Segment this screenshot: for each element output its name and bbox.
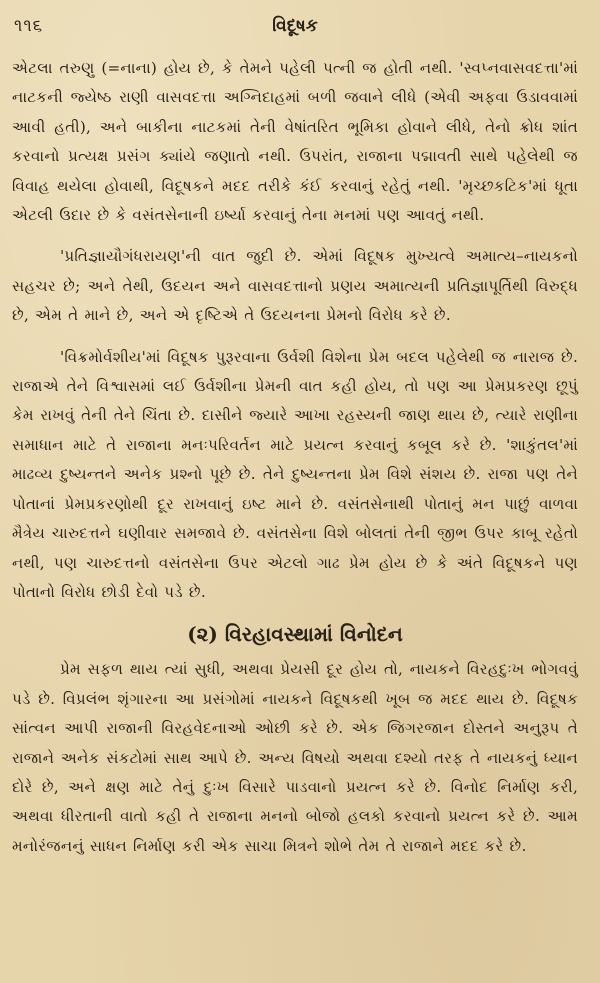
paragraph-continuation: એટલા તરુણુ (=નાના) હોય છે, કે તેમને પહેલી પત્ની જ હોતી નથી. 'સ્વપ્નવાસવદત્તા'માં નાટકની જ્યેષ્ઠ રાણી વાસવદત્તા અગ્નિદાહમાં બળી જવાને લીધે (એવી અફવા ઉડાવવામાં આવી હતી), અને બાકીના નાટકમાં તેની વેષાંતરિત ભૂમિકા હોવાને લીધે, તેનો ક્રોધ શાંત કરવાનો પ્રત્યક્ષ પ્રસંગ ક્યાંયે જણાતો નથી. ઉપરાંત, રાજાના પદ્માવતી સાથે પહેલેથી જ વિવાહ થયેલા હોવાથી, વિદૂષકને મદદ તરીકે કંઈ કરવાનું રહેતું નથી. 'મૃચ્છકટિક'માં ધૂતા એટલી ઉદાર છે કે વસંતસેનાની ઇર્ષ્યા કરવાનું તેના મનમાં પણ આવતું નથી. bbox=[12, 59, 578, 225]
paragraph-viraha: પ્રેમ સફળ થાય ત્યાં સુધી, અથવા પ્રેયસી દૂર હોય તો, નાયકને વિરહદુઃખ ભોગવવું પડે છે. વિપ્રલંભ શૃંગારના આ પ્રસંગોમાં નાયકને વિદૂષકથી ખૂબ જ મદદ થાય છે. વિદૂષક સાંત્વન આપી રાજાની વિરહવેદનાઓ ઓછી કરે છે. એક જિગરજાન દોસ્તને અનુરૂપ તે રાજાને અનેક સંકટોમાં સાથ આપે છે. અન્ય વિષયો અથવા દશ્યો તરફ તે નાયકનું ધ્યાન દોરે છે, અને ક્ષણ માટે તેનું દુઃખ વિસારે પાડવાનો પ્રયત્ન કરે છે. વિનોદ નિર્માણ કરી, અથવા ધીરતાની વાતો કહી તે રાજાના મનનો બોજો હલકો કરવાનો પ્રયત્ન કરે છે. આમ મનોરંજનનું સાધન નિર્માણ કરી એક સાચા મિત્રને શોભે તેમ તે રાજાને મદદ કરે છે. bbox=[12, 660, 578, 855]
running-head bbox=[12, 14, 578, 44]
page-number: ૧૧૬ bbox=[14, 16, 44, 36]
section-heading: (૨) વિરહાવસ્થામાં વિનોદન bbox=[187, 622, 403, 647]
paragraph-vikramorvashiya: 'વિક્રમોર્વશીય'માં વિદૂષક પુરૂરવાના ઉર્વશી વિશેના પ્રેમ બદલ પહેલેથી જ નારાજ છે. રાજાએ તેને વિશ્વાસમાં લઈ ઉર્વશીના પ્રેમની વાત કહી હોય, તો પણ આ પ્રેમપ્રકરણ છૂપું કેમ રાખવું તેની તેને ચિંતા છે. દાસીને જ્યારે આખા રહસ્યની જાણ થાય છે, ત્યારે રાણીના સમાધાન માટે તે રાજાના મનઃપરિવર્તન માટે પ્રયત્ન કરવાનું કબૂલ કરે છે. 'શાકુંતલ'માં માઢવ્ય દુષ્યન્તને અનેક પ્રશ્નો પૂછે છે. તેને દુષ્યન્તના પ્રેમ વિશે સંશય છે. રાજા પણ તેને પોતાનાં પ્રેમપ્રકરણોથી દૂર રાખવાનું ઇષ્ટ માને છે. વસંતસેનાથી પોતાનું મન પાછું વાળવા મૈત્રેય ચારુદત્તને ઘણીવાર સમજાવે છે. વસંતસેના વિશે બોલતાં તેની જીભ ઉપર કાબૂ રહેતો નથી, પણ ચારુદત્તનો વસંતસેના ઉપર એટલો ગાઢ પ્રેમ હોય છે કે અંતે વિદૂષકને પણ પોતાનો વિરોધ છોડી દેવો પડે છે. bbox=[12, 347, 578, 601]
paragraph-pratijna: 'પ્રતિજ્ઞાયૌગંધરાયણ'ની વાત જુદી છે. એમાં વિદૂષક મુખ્યત્વે અમાત્ય–નાયકનો સહચર છે; અને તેથી, ઉદયન અને વાસવદત્તાનો પ્રણય અમાત્યની પ્રતિજ્ઞાપૂર્તિથી વિરુદ્ધ છે, એમ તે માને છે, અને એ દૃષ્ટિએ તે ઉદયનના પ્રેમનો વિરોધ કરે છે. bbox=[12, 247, 578, 325]
running-title: વિદૂષક bbox=[272, 16, 318, 36]
